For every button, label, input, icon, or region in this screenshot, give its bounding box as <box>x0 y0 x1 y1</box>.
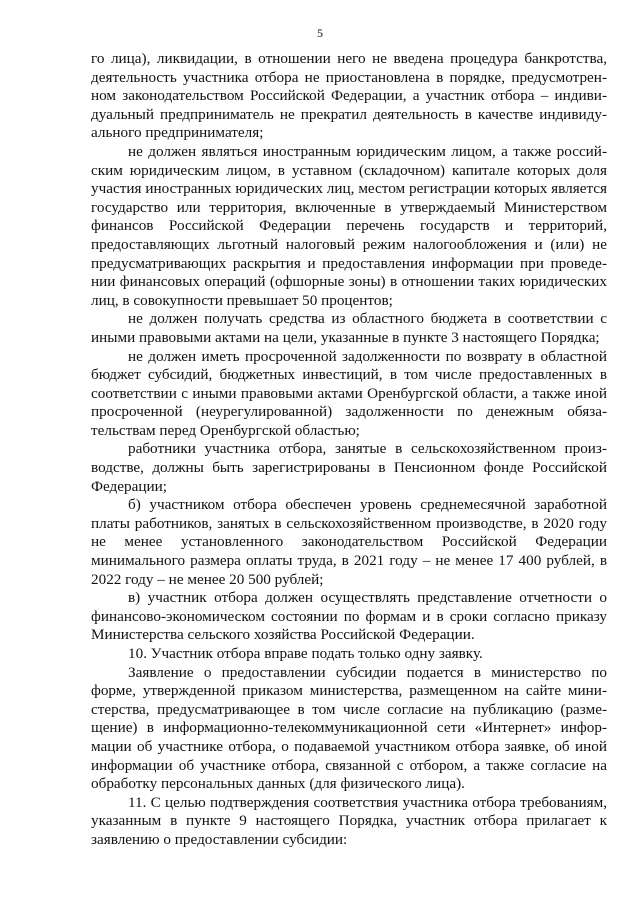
paragraph-financial-reporting: в) участник отбора должен осуществлять представление отчетности о финансово-экономическом состоянии по формам и в сроки согласно приказу Министерства сельского хозяйства Российской Федерации. <box>91 589 607 644</box>
paragraph-average-salary: б) участником отбора обеспечен уровень среднемесячной заработной платы работников, занятых в сельскохозяйственном производстве, в 2020 году не менее установленного законодательством Российской Федерации минимального размера оплаты труда, в 2021 году – не менее 17 400 рублей, в 2022 году – не менее 20 500 рублей; <box>91 496 607 588</box>
page-number: 5 <box>317 26 323 40</box>
document-body <box>91 50 607 850</box>
paragraph-regional-budget-funds: не должен получать средства из областного бюджета в соответствии с иными правовыми актами на цели, указанные в пункте 3 настоящего Порядка; <box>91 310 607 346</box>
paragraph-item-11: 11. С целью подтверждения соответствия участника отбора требованиям, указанным в пункте 9 настоящего Порядка, участник отбора прилагает к заявлению о предоставлении субсидии: <box>91 793 607 848</box>
paragraph-bankruptcy-continuation: го лица), ликвидации, в отношении него не введена процедура банкротства, деятельность участника отбора не приостановлена в порядке, предусмотренном законодательством Российской Федерации, а участник отбора – индивидуальный предприниматель не прекратил деятельность в качестве индивидуального предпринимателя; <box>91 50 607 142</box>
paragraph-item-10: 10. Участник отбора вправе подать только одну заявку. <box>128 645 483 662</box>
paragraph-application: Заявление о предоставлении субсидии подается в министерство по форме, утвержденной приказом министерства, размещенном на сайте министерства, предусматривающее в том числе согласие на публикацию (размещение) в информационно-телекоммуникационной сети «Интернет» информации об участнике отбора, о подаваемой участником отбора заявке, об иной информации об участнике отбора, связанной с отбором, а также согласие на обработку персональных данных (для физического лица). <box>91 663 607 793</box>
paragraph-pension-fund: работники участника отбора, занятые в сельскохозяйственном производстве, должны быть зарегистрированы в Пенсионном фонде Российской Федерации; <box>91 440 607 495</box>
paragraph-foreign-entity: не должен являться иностранным юридическим лицом, а также российским юридическим лицом, в уставном (складочном) капитале которых доля участия иностранных юридических лиц, местом регистрации которых является государство или территория, включенные в утверждаемый Министерством финансов Российской Федерации перечень государств и территорий, предоставляющих льготный налоговый режим налогообложения и (или) не предусматривающих раскрытия и предоставления информации при проведении финансовых операций (офшорные зоны) в отношении таких юридических лиц, в совокупности превышает 50 процентов; <box>91 142 607 309</box>
paragraph-overdue-debt: не должен иметь просроченной задолженности по возврату в областной бюджет субсидий, бюджетных инвестиций, в том числе предоставленных в соответствии с иными правовыми актами Оренбургской области, а также иной просроченной (неурегулированной) задолженности по денежным обязательствам перед Оренбургской областью; <box>91 347 607 439</box>
